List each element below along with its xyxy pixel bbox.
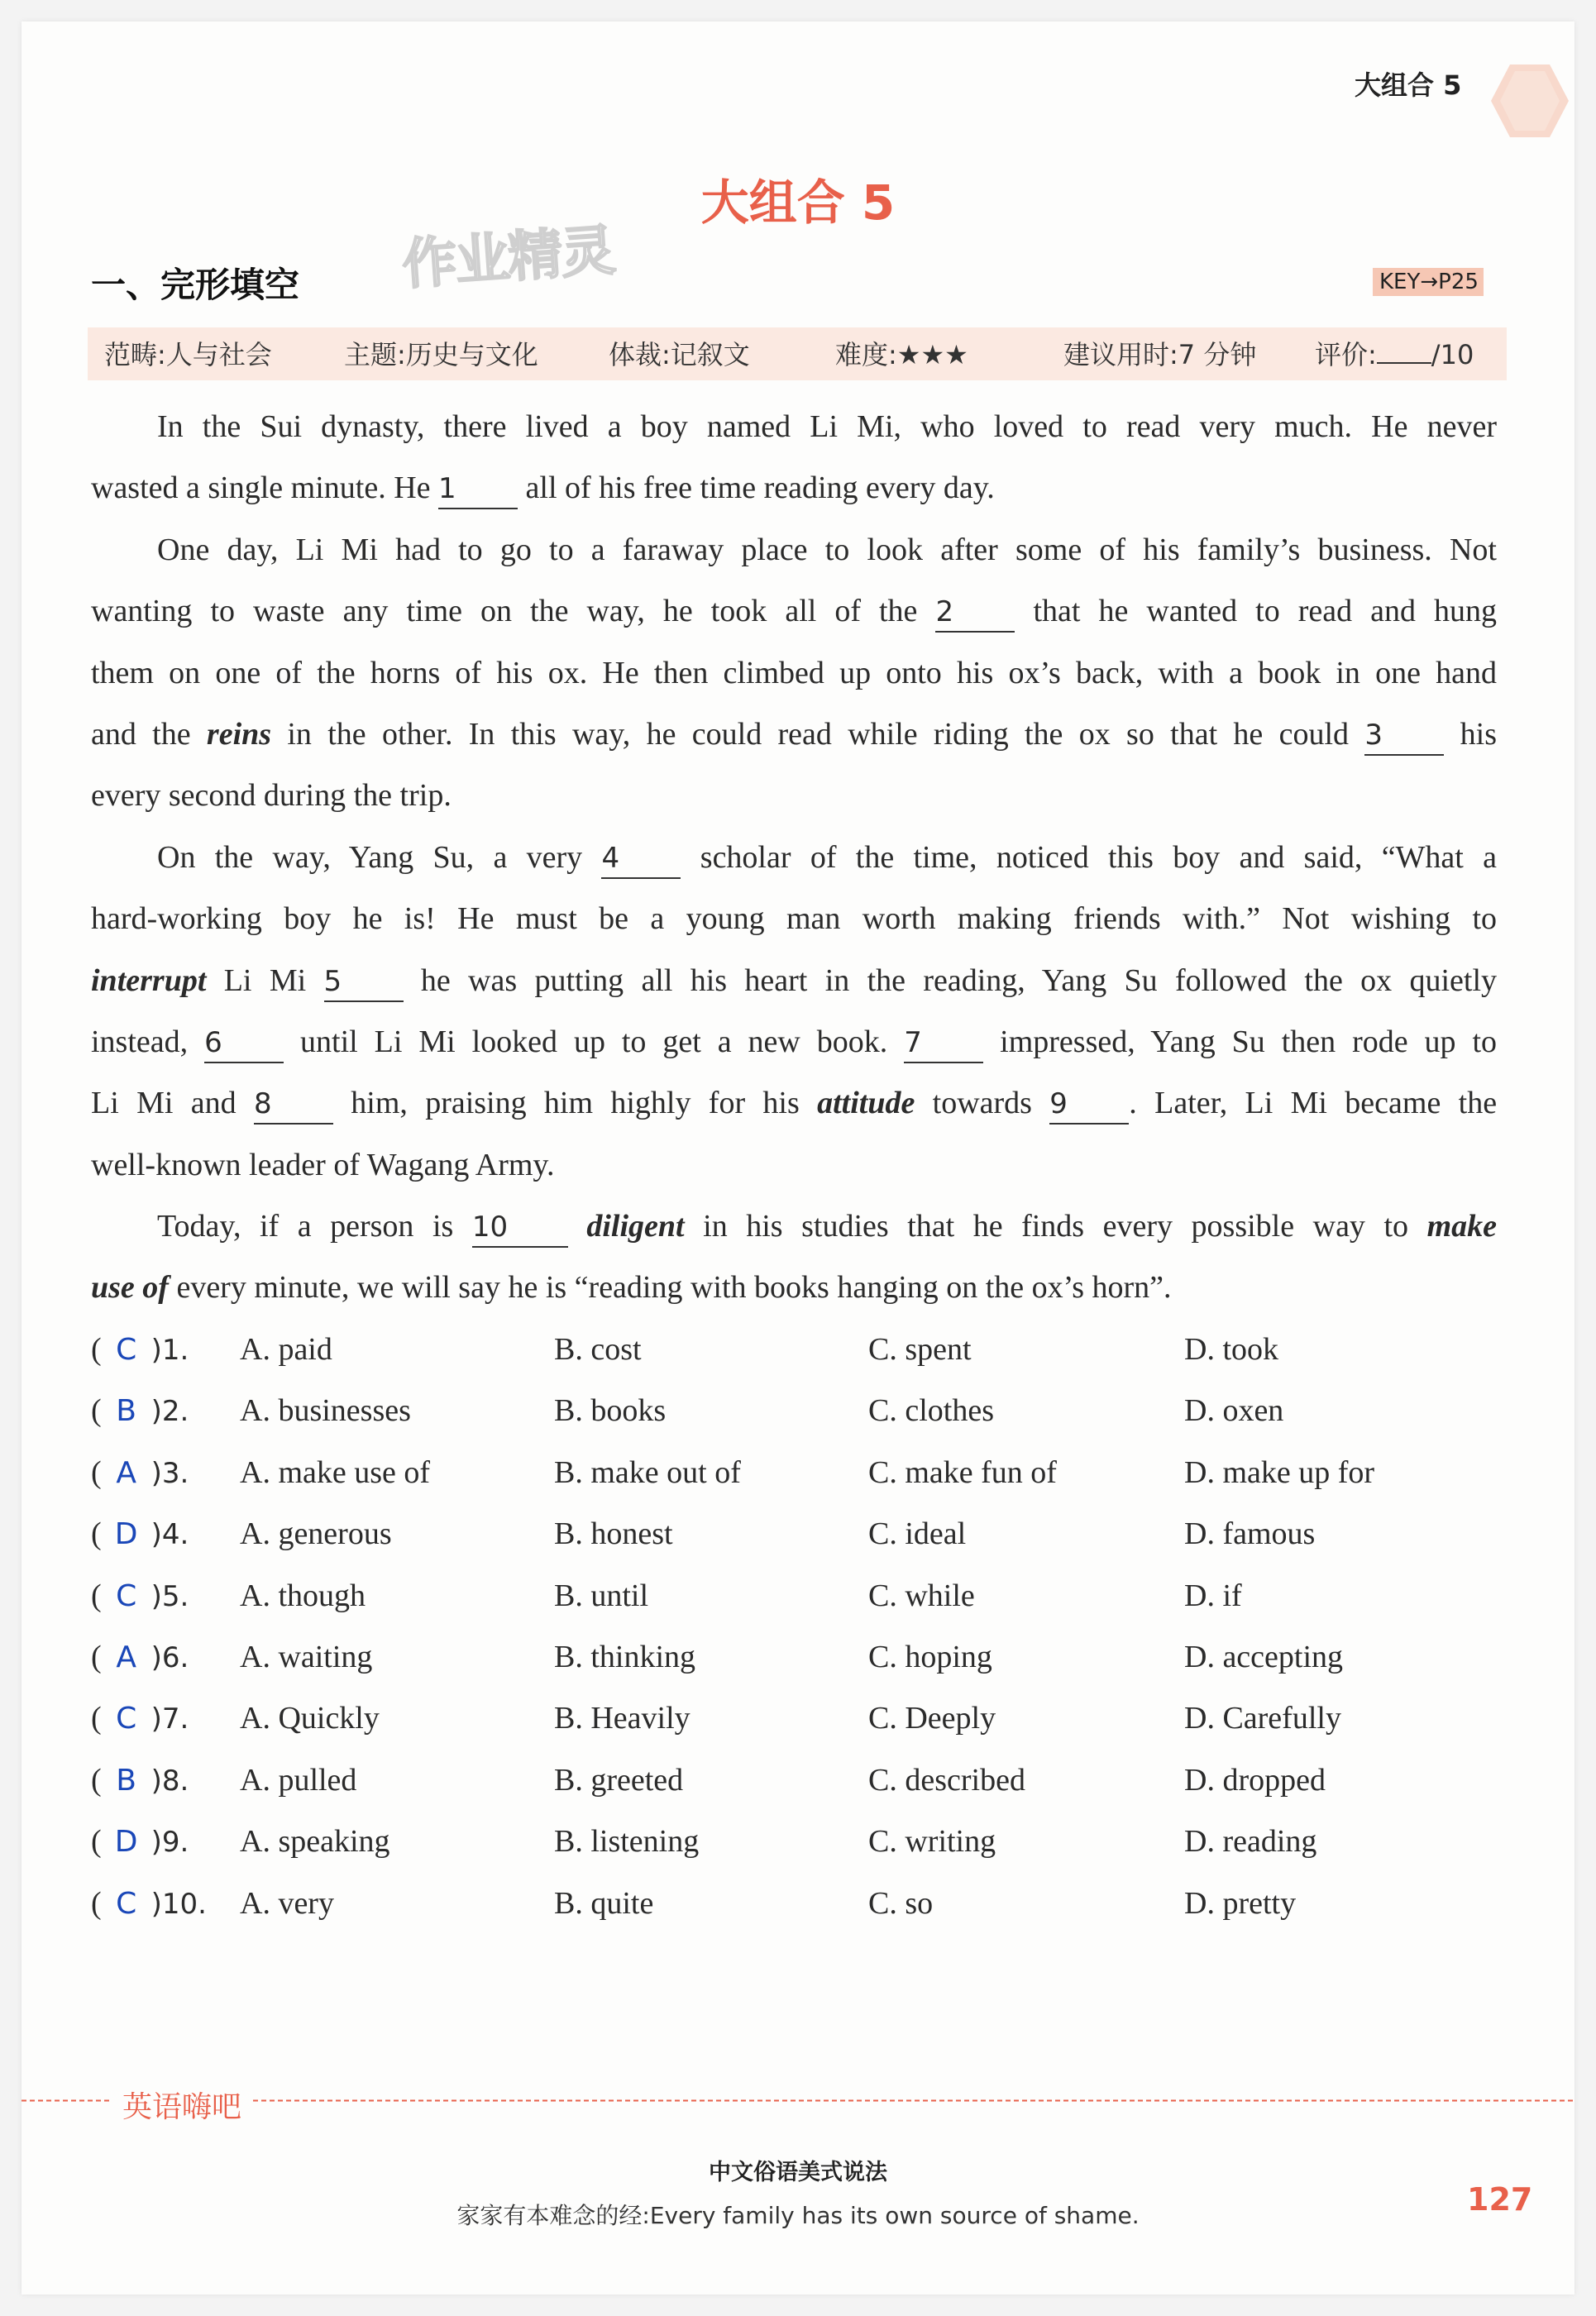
question-row [91,1885,207,1922]
info-score-max: /10 [1431,339,1474,370]
option-c[interactable]: C. clothes [868,1393,994,1429]
option-a[interactable]: A. pulled [240,1762,357,1798]
answer-choice[interactable]: B [116,1394,136,1429]
question-number: )9. [151,1826,189,1860]
option-a[interactable]: A. make use of [240,1454,431,1490]
option-b[interactable]: B. listening [554,1824,700,1860]
option-b[interactable]: B. thinking [554,1640,696,1674]
answer-bracket: ( [91,1454,102,1490]
option-b[interactable]: B. greeted [554,1762,684,1798]
answer-bracket: ( [91,1701,102,1736]
answer-bracket: ( [91,1824,102,1860]
bold-word-diligent: diligent [586,1209,685,1244]
blank-3[interactable]: 3 [1364,716,1444,756]
question-row [91,1516,189,1552]
answer-choice[interactable]: C [116,1702,137,1736]
blank-8[interactable]: 8 [254,1085,333,1125]
passage-line: wanting to waste any time on the way, he took all of the 2 that he wanted to read and hung [91,586,1497,647]
answer-choice[interactable]: C [116,1333,137,1367]
option-d[interactable]: D. pretty [1184,1885,1297,1921]
option-d[interactable]: D. Carefully [1184,1701,1341,1736]
bold-word-reins: reins [206,716,272,752]
blank-6[interactable]: 6 [204,1024,284,1063]
option-a[interactable]: A. generous [240,1516,392,1552]
question-number: )7. [151,1702,189,1736]
question-number: )4. [151,1518,189,1552]
question-row [91,1762,189,1798]
option-d[interactable]: D. if [1184,1578,1242,1613]
info-scope: 范畴:人与社会 [104,339,272,370]
question-number: )3. [151,1456,189,1490]
answer-choice[interactable]: A [116,1640,136,1674]
passage-line: One day, Li Mi had to go to a faraway place to look after some of his family’s business. Not [157,532,1497,567]
option-d[interactable]: D. dropped [1184,1762,1326,1798]
option-b[interactable]: B. cost [554,1332,642,1367]
header-section-label: 大组合 5 [1355,69,1462,101]
footer-title: 中文俗语美式说法 [709,2160,887,2185]
option-b[interactable]: B. quite [554,1885,654,1921]
blank-5[interactable]: 5 [324,962,404,1002]
footer-tag: 英语嗨吧 [111,2084,253,2126]
question-row [91,1578,189,1614]
answer-bracket: ( [91,1332,102,1367]
answer-bracket: ( [91,1578,102,1613]
hexagon-decoration-icon [1490,63,1570,139]
passage-line: Today, if a person is 10 diligent in his studies that he finds every possible way to make [91,1201,1497,1263]
bold-word-make: make [1426,1209,1497,1244]
answer-bracket: ( [91,1516,102,1552]
option-b[interactable]: B. make out of [554,1454,741,1490]
passage-line: and the reins in the other. In this way, he could read while riding the ox so that he could 3 his [91,709,1497,771]
question-number: )1. [151,1334,189,1367]
passage-line: well-known leader of Wagang Army. [91,1147,555,1182]
bold-word-interrupt: interrupt [91,962,207,998]
question-row [91,1454,189,1491]
blank-9[interactable]: 9 [1049,1085,1129,1125]
option-c[interactable]: C. while [868,1578,975,1613]
answer-key-reference: KEY→P25 [1373,268,1484,296]
answer-choice[interactable]: C [116,1578,137,1613]
passage-line: every second during the trip. [91,778,452,814]
blank-10[interactable]: 10 [472,1208,568,1248]
answer-bracket: ( [91,1762,102,1798]
passage-line: instead, 6 until Li Mi looked up to get a new book. 7 impressed, Yang Su then rode up to [91,1017,1497,1078]
question-number: )8. [151,1764,189,1798]
section-heading: 一、完形填空 [91,265,300,305]
answer-choice[interactable]: A [116,1455,136,1490]
option-d[interactable]: D. accepting [1184,1640,1344,1674]
option-a[interactable]: A. businesses [240,1393,411,1429]
page-title: 大组合 5 [700,174,896,231]
passage-line: On the way, Yang Su, a very 4 scholar of the time, noticed this boy and said, “What a [91,833,1497,894]
passage-line: hard-working boy he is! He must be a young man worth making friends with.” Not wishing to [91,901,1497,937]
info-theme: 主题:历史与文化 [344,339,538,370]
question-number: )5. [151,1579,189,1613]
blank-2[interactable]: 2 [935,593,1015,633]
info-genre: 体裁:记叙文 [609,339,750,370]
question-row [91,1392,189,1429]
passage-line: wasted a single minute. He 1 all of his free time reading every day. [91,463,1497,524]
answer-bracket: ( [91,1640,102,1674]
passage-line: use of every minute, we will say he is “reading with books hanging on the ox’s horn”. [91,1270,1172,1306]
option-b[interactable]: B. Heavily [554,1701,690,1736]
option-c[interactable]: C. spent [868,1332,972,1367]
option-d[interactable]: D. oxen [1184,1393,1284,1429]
footer-divider [22,2099,1574,2102]
info-score [1315,334,1474,372]
option-b[interactable]: B. books [554,1393,667,1429]
blank-7[interactable]: 7 [904,1024,983,1063]
answer-choice[interactable]: D [114,1517,138,1552]
question-number: )6. [151,1641,189,1674]
answer-choice[interactable]: C [116,1886,137,1921]
passage-line: interrupt Li Mi 5 he was putting all his heart in the reading, Yang Su followed the ox quietly [91,956,1497,1017]
answer-bracket: ( [91,1885,102,1921]
answer-choice[interactable]: B [116,1763,136,1798]
blank-1[interactable]: 1 [438,470,518,509]
info-difficulty: 难度:★★★ [835,339,968,370]
option-c[interactable]: C. ideal [868,1516,967,1552]
option-d[interactable]: D. reading [1184,1824,1317,1860]
question-row [91,1639,189,1675]
option-a[interactable]: A. very [240,1885,334,1921]
option-c[interactable]: C. described [868,1762,1025,1798]
question-row [91,1823,189,1860]
option-d[interactable]: D. took [1184,1332,1278,1367]
option-a[interactable]: A. Quickly [240,1701,380,1736]
option-c[interactable]: C. so [868,1885,934,1921]
answer-bracket: ( [91,1393,102,1429]
info-time: 建议用时:7 分钟 [1063,339,1257,370]
info-score-label: 评价: [1315,339,1377,370]
passage-line: In the Sui dynasty, there lived a boy named Li Mi, who loved to read very much. He never [157,409,1497,444]
question-number: )2. [151,1395,189,1429]
option-d[interactable]: D. famous [1184,1516,1316,1552]
option-a[interactable]: A. paid [240,1332,332,1367]
option-c[interactable]: C. Deeply [868,1701,996,1736]
watermark-logo: 作业精灵 [400,218,616,297]
bold-word-attitude: attitude [817,1086,915,1121]
option-c[interactable]: C. writing [868,1824,996,1860]
option-b[interactable]: B. until [554,1578,649,1613]
passage-line: Li Mi and 8 him, praising him highly for his attitude towards 9 . Later, Li Mi became the [91,1078,1497,1139]
question-row [91,1700,189,1736]
question-row [91,1331,189,1368]
option-a[interactable]: A. waiting [240,1640,373,1674]
score-blank[interactable] [1377,339,1431,364]
footer-saying: 家家有本难念的经:Every family has its own source of shame. [456,2202,1140,2229]
answer-choice[interactable]: D [114,1825,138,1860]
option-b[interactable]: B. honest [554,1516,673,1552]
info-bar [88,327,1507,380]
option-c[interactable]: C. make fun of [868,1454,1057,1490]
question-number: )10. [151,1887,207,1921]
option-c[interactable]: C. hoping [868,1640,992,1674]
option-d[interactable]: D. make up for [1184,1454,1375,1490]
bold-word-use-of: use of [91,1270,169,1306]
option-a[interactable]: A. though [240,1578,366,1613]
passage [91,402,1497,1325]
passage-line: them on one of the horns of his ox. He then climbed up onto his ox’s back, with a book in one hand [91,655,1497,690]
blank-4[interactable]: 4 [601,839,681,879]
page-number: 127 [1467,2181,1533,2218]
option-a[interactable]: A. speaking [240,1824,390,1860]
